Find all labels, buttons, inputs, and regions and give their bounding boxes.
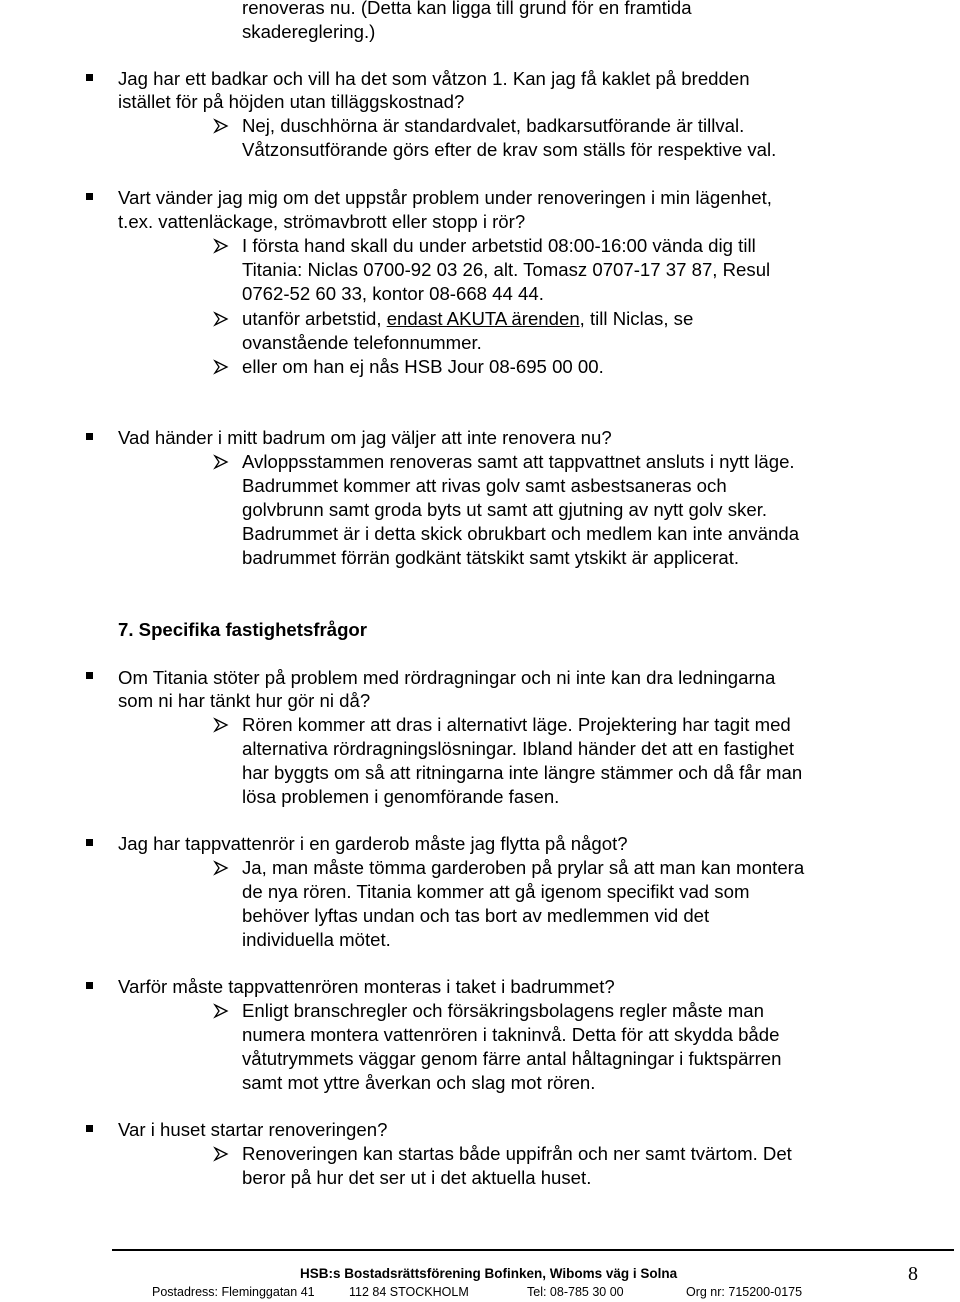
answer-text: alternativa rördragningslösningar. Ibland händer det att en fastighet <box>242 738 794 759</box>
answer-text: Renoveringen kan startas både uppifrån och ner samt tvärtom. Det <box>242 1143 792 1164</box>
answer-text: Våtzonsutförande görs efter de krav som ställs för respektive val. <box>242 139 777 160</box>
answer-text: numera montera vattenrören i takninvå. Detta för att skydda både <box>242 1024 780 1045</box>
bullet-square-icon <box>86 839 93 846</box>
answer-text: våtutrymmets väggar genom färre antal håltagningar i fuktspärren <box>242 1048 782 1069</box>
bullet-square-icon <box>86 74 93 81</box>
answer-text: eller om han ej nås HSB Jour 08-695 00 00. <box>242 356 604 377</box>
answer-text: Titania: Niclas 0700-92 03 26, alt. Tomasz 0707-17 37 87, Resul <box>242 259 771 280</box>
footer-address: Postadress: Fleminggatan 41 <box>152 1285 315 1299</box>
question-text: som ni har tänkt hur gör ni då? <box>118 690 371 711</box>
footer-organization: HSB:s Bostadsrättsförening Bofinken, Wiboms väg i Solna <box>300 1266 678 1281</box>
arrow-bullet-icon <box>213 717 229 733</box>
question-text: Om Titania stöter på problem med rördragningar och ni inte kan dra ledningarna <box>118 667 776 688</box>
arrow-bullet-icon <box>213 1003 229 1019</box>
bullet-square-icon <box>86 193 93 200</box>
bullet-square-icon <box>86 982 93 989</box>
answer-text: samt mot yttre åverkan och slag mot rören. <box>242 1072 596 1093</box>
akuta-emphasis: endast AKUTA ärenden <box>386 308 580 329</box>
answer-text: Rören kommer att dras i alternativt läge. Projektering har tagit med <box>242 714 791 735</box>
bullet-square-icon <box>86 433 93 440</box>
bullet-square-icon <box>86 672 93 679</box>
page-number: 8 <box>908 1263 918 1285</box>
intro-line: renoveras nu. (Detta kan ligga till grund för en framtida <box>242 0 692 18</box>
arrow-bullet-icon <box>213 359 229 375</box>
answer-text: 0762-52 60 33, kontor 08-668 44 44. <box>242 283 544 304</box>
arrow-bullet-icon <box>213 311 229 327</box>
arrow-bullet-icon <box>213 454 229 470</box>
answer-text: ovanstående telefonnummer. <box>242 332 482 353</box>
answer-text: beror på hur det ser ut i det aktuella huset. <box>242 1167 592 1188</box>
section-heading: 7. Specifika fastighetsfrågor <box>118 619 368 640</box>
answer-text-suffix: , till Niclas, se <box>579 308 694 329</box>
question-text: t.ex. vattenläckage, strömavbrott eller stopp i rör? <box>118 211 526 232</box>
answer-text: badrummet förrän godkänt tätskikt samt ytskikt är applicerat. <box>242 547 740 568</box>
question-text: Jag har ett badkar och vill ha det som våtzon 1. Kan jag få kaklet på bredden <box>118 68 750 89</box>
arrow-bullet-icon <box>213 860 229 876</box>
footer-phone: Tel: 08-785 30 00 <box>527 1285 624 1299</box>
question-text: Var i huset startar renoveringen? <box>118 1119 388 1140</box>
answer-text: Enligt branschregler och försäkringsbolagens regler måste man <box>242 1000 764 1021</box>
answer-text: I första hand skall du under arbetstid 08:00-16:00 vända dig till <box>242 235 756 256</box>
answer-text: Nej, duschhörna är standardvalet, badkarsutförande är tillval. <box>242 115 745 136</box>
question-text: Vart vänder jag mig om det uppstår problem under renoveringen i min lägenhet, <box>118 187 772 208</box>
footer-postal: 112 84 STOCKHOLM <box>349 1285 469 1299</box>
arrow-bullet-icon <box>213 118 229 134</box>
answer-text: individuella mötet. <box>242 929 391 950</box>
answer-text: de nya rören. Titania kommer att gå igenom specifikt vad som <box>242 881 750 902</box>
answer-text: Avloppsstammen renoveras samt att tappvattnet ansluts i nytt läge. <box>242 451 795 472</box>
arrow-bullet-icon <box>213 238 229 254</box>
answer-text: Badrummet är i detta skick obrukbart och medlem kan inte använda <box>242 523 800 544</box>
answer-text: golvbrunn samt groda byts ut samt att gjutning av nytt golv sker. <box>242 499 768 520</box>
answer-text: behöver lyftas undan och tas bort av medlemmen vid det <box>242 905 710 926</box>
intro-line: skadereglering.) <box>242 21 376 42</box>
answer-text: Ja, man måste tömma garderoben på prylar så att man kan montera <box>242 857 805 878</box>
question-text: Vad händer i mitt badrum om jag väljer att inte renovera nu? <box>118 427 612 448</box>
answer-text: lösa problemen i genomförande fasen. <box>242 786 560 807</box>
question-text: Varför måste tappvattenrören monteras i taket i badrummet? <box>118 976 615 997</box>
arrow-bullet-icon <box>213 1146 229 1162</box>
footer-divider <box>112 1249 954 1251</box>
answer-text: Badrummet kommer att rivas golv samt asbestsaneras och <box>242 475 727 496</box>
question-text: Jag har tappvattenrör i en garderob måste jag flytta på något? <box>118 833 628 854</box>
answer-text-prefix: utanför arbetstid, <box>242 308 387 329</box>
bullet-square-icon <box>86 1125 93 1132</box>
answer-text <box>242 307 693 330</box>
footer-org-number: Org nr: 715200-0175 <box>686 1285 803 1299</box>
answer-text: har byggts om så att ritningarna inte längre stämmer och då får man <box>242 762 803 783</box>
question-text: istället för på höjden utan tilläggskostnad? <box>118 91 465 112</box>
